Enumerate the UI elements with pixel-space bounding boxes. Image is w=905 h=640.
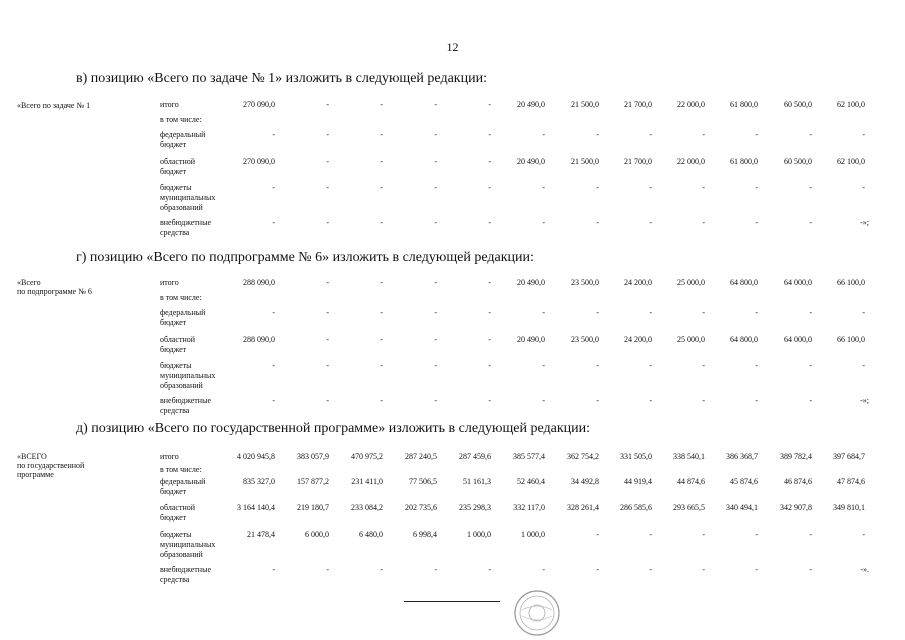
table-cell: -	[542, 218, 545, 227]
table-cell: 293 665,5	[673, 503, 705, 512]
table-cell: -	[434, 278, 437, 287]
table-cell: -	[755, 183, 758, 192]
position-label: «Всего по задаче № 1	[17, 101, 91, 110]
table-cell: -	[380, 183, 383, 192]
table-cell: 22 000,0	[677, 157, 705, 166]
table-cell: -»;	[860, 396, 869, 405]
table-cell: -	[809, 130, 812, 139]
table-cell: -	[434, 100, 437, 109]
table-cell: -	[488, 157, 491, 166]
table-cell: 362 754,2	[567, 452, 599, 461]
funding-source-label: итого	[160, 278, 179, 287]
table-cell: -	[809, 565, 812, 574]
table-cell: -	[809, 183, 812, 192]
table-cell: 338 540,1	[673, 452, 705, 461]
table-cell: -	[326, 183, 329, 192]
table-cell: 383 057,9	[297, 452, 329, 461]
table-cell: -	[272, 308, 275, 317]
table-cell: -	[326, 130, 329, 139]
table-cell: 470 975,2	[351, 452, 383, 461]
table-cell: 6 998,4	[413, 530, 437, 539]
table-cell: -	[434, 183, 437, 192]
table-cell: 34 492,8	[571, 477, 599, 486]
table-cell: -	[702, 308, 705, 317]
table-cell: 22 000,0	[677, 100, 705, 109]
table-cell: -	[488, 278, 491, 287]
table-cell: 20 490,0	[517, 335, 545, 344]
table-cell: -	[488, 565, 491, 574]
table-cell: -	[649, 130, 652, 139]
table-cell: 44 874,6	[677, 477, 705, 486]
table-cell: -	[542, 396, 545, 405]
official-stamp-icon	[512, 588, 562, 638]
signature-line	[404, 601, 500, 602]
table-cell: 235 298,3	[459, 503, 491, 512]
table-cell: -	[702, 396, 705, 405]
table-cell: -	[809, 396, 812, 405]
table-cell: 20 490,0	[517, 100, 545, 109]
table-cell: 231 411,0	[351, 477, 383, 486]
position-label: «Всего по подпрограмме № 6	[17, 278, 92, 296]
table-cell: 45 874,6	[730, 477, 758, 486]
section-heading: д) позицию «Всего по государственной программе» изложить в следующей редакции:	[76, 421, 590, 436]
table-cell: -	[862, 530, 865, 539]
table-cell: -	[434, 308, 437, 317]
table-cell: 77 506,5	[409, 477, 437, 486]
section-heading: в) позицию «Всего по задаче № 1» изложить в следующей редакции:	[76, 71, 487, 86]
table-cell: 219 180,7	[297, 503, 329, 512]
table-cell: -	[272, 218, 275, 227]
funding-source-label: областной бюджет	[160, 157, 196, 176]
table-cell: -	[596, 396, 599, 405]
funding-source-label: бюджеты муниципальных образований	[160, 361, 216, 390]
table-cell: -	[702, 565, 705, 574]
table-cell: -	[809, 530, 812, 539]
table-cell: -	[326, 100, 329, 109]
funding-source-label: итого	[160, 100, 179, 109]
table-cell: -	[380, 308, 383, 317]
table-cell: 332 117,0	[513, 503, 545, 512]
table-cell: 24 200,0	[624, 335, 652, 344]
table-cell: -	[380, 130, 383, 139]
table-cell: -	[702, 183, 705, 192]
table-cell: -	[326, 157, 329, 166]
table-cell: -	[434, 396, 437, 405]
table-cell: 270 090,0	[243, 100, 275, 109]
table-cell: -	[862, 130, 865, 139]
table-cell: 4 020 945,8	[237, 452, 275, 461]
table-cell: 25 000,0	[677, 278, 705, 287]
table-cell: 20 490,0	[517, 278, 545, 287]
table-cell: -	[434, 157, 437, 166]
table-cell: -	[326, 396, 329, 405]
table-cell: -	[434, 218, 437, 227]
table-cell: 25 000,0	[677, 335, 705, 344]
table-cell: -	[326, 218, 329, 227]
table-cell: 1 000,0	[521, 530, 545, 539]
table-cell: -	[380, 396, 383, 405]
funding-source-label: в том числе:	[160, 293, 202, 302]
table-cell: -	[488, 130, 491, 139]
table-cell: -	[809, 218, 812, 227]
table-cell: 64 800,0	[730, 335, 758, 344]
table-cell: 23 500,0	[571, 335, 599, 344]
table-cell: -	[488, 183, 491, 192]
table-cell: -	[488, 218, 491, 227]
table-cell: 286 585,6	[620, 503, 652, 512]
table-cell: 288 090,0	[243, 278, 275, 287]
table-cell: 21 700,0	[624, 100, 652, 109]
table-cell: -	[326, 361, 329, 370]
table-cell: 20 490,0	[517, 157, 545, 166]
table-cell: 44 919,4	[624, 477, 652, 486]
table-cell: -	[809, 361, 812, 370]
table-cell: 62 100,0	[837, 157, 865, 166]
table-cell: 287 240,5	[405, 452, 437, 461]
funding-source-label: федеральный бюджет	[160, 130, 206, 149]
table-cell: -»;	[860, 218, 869, 227]
table-cell: -	[542, 361, 545, 370]
table-cell: 61 800,0	[730, 157, 758, 166]
table-cell: -	[862, 183, 865, 192]
table-cell: -	[488, 361, 491, 370]
table-cell: -	[272, 130, 275, 139]
table-cell: -	[649, 530, 652, 539]
table-cell: 64 800,0	[730, 278, 758, 287]
funding-source-label: итого	[160, 452, 179, 461]
table-cell: 21 500,0	[571, 157, 599, 166]
table-cell: 233 084,2	[351, 503, 383, 512]
table-cell: 60 500,0	[784, 100, 812, 109]
funding-source-label: бюджеты муниципальных образований	[160, 183, 216, 212]
funding-source-label: в том числе:	[160, 465, 202, 474]
table-cell: 62 100,0	[837, 100, 865, 109]
table-cell: 328 261,4	[567, 503, 599, 512]
funding-source-label: внебюджетные средства	[160, 396, 211, 415]
table-cell: 835 327,0	[243, 477, 275, 486]
table-cell: -	[702, 218, 705, 227]
table-cell: -	[434, 565, 437, 574]
table-cell: -	[702, 130, 705, 139]
table-cell: -	[380, 218, 383, 227]
funding-source-label: областной бюджет	[160, 335, 196, 354]
table-cell: -	[542, 565, 545, 574]
funding-source-label: федеральный бюджет	[160, 308, 206, 327]
table-cell: 385 577,4	[513, 452, 545, 461]
table-cell: -	[380, 565, 383, 574]
funding-source-label: областной бюджет	[160, 503, 196, 522]
table-cell: 6 000,0	[305, 530, 329, 539]
table-cell: -	[272, 565, 275, 574]
table-cell: 46 874,6	[784, 477, 812, 486]
table-cell: 270 090,0	[243, 157, 275, 166]
table-cell: -	[326, 308, 329, 317]
table-cell: -	[272, 396, 275, 405]
table-cell: -	[649, 396, 652, 405]
table-cell: 397 684,7	[833, 452, 865, 461]
table-cell: 66 100,0	[837, 335, 865, 344]
table-cell: 23 500,0	[571, 278, 599, 287]
table-cell: -	[272, 361, 275, 370]
table-cell: -	[434, 361, 437, 370]
table-cell: 66 100,0	[837, 278, 865, 287]
table-cell: -	[596, 361, 599, 370]
table-cell: 340 494,1	[726, 503, 758, 512]
table-cell: -	[649, 183, 652, 192]
table-cell: -	[434, 335, 437, 344]
section-heading: г) позицию «Всего по подпрограмме № 6» изложить в следующей редакции:	[76, 250, 534, 265]
table-cell: 47 874,6	[837, 477, 865, 486]
funding-source-label: внебюджетные средства	[160, 565, 211, 584]
table-cell: 349 810,1	[833, 503, 865, 512]
table-cell: -	[434, 130, 437, 139]
table-cell: 386 368,7	[726, 452, 758, 461]
table-cell: -	[326, 335, 329, 344]
table-cell: 21 478,4	[247, 530, 275, 539]
table-cell: -	[596, 565, 599, 574]
table-cell: -	[326, 278, 329, 287]
table-cell: -».	[860, 565, 869, 574]
page-number: 12	[446, 40, 459, 54]
table-cell: -	[755, 308, 758, 317]
table-cell: -	[596, 183, 599, 192]
table-cell: 389 782,4	[780, 452, 812, 461]
table-cell: -	[596, 130, 599, 139]
table-cell: 21 500,0	[571, 100, 599, 109]
table-cell: -	[755, 361, 758, 370]
funding-source-label: внебюджетные средства	[160, 218, 211, 237]
table-cell: 64 000,0	[784, 335, 812, 344]
table-cell: -	[755, 530, 758, 539]
table-cell: 331 505,0	[620, 452, 652, 461]
table-cell: -	[596, 530, 599, 539]
table-cell: -	[380, 278, 383, 287]
funding-source-label: в том числе:	[160, 115, 202, 124]
table-cell: 1 000,0	[467, 530, 491, 539]
table-cell: 157 877,2	[297, 477, 329, 486]
table-cell: 3 164 140,4	[237, 503, 275, 512]
table-cell: -	[862, 361, 865, 370]
table-cell: 342 907,8	[780, 503, 812, 512]
table-cell: -	[380, 361, 383, 370]
table-cell: 21 700,0	[624, 157, 652, 166]
table-cell: 24 200,0	[624, 278, 652, 287]
table-cell: -	[488, 100, 491, 109]
table-cell: -	[272, 183, 275, 192]
table-cell: -	[862, 308, 865, 317]
table-cell: -	[542, 308, 545, 317]
table-cell: -	[649, 361, 652, 370]
table-cell: -	[488, 396, 491, 405]
table-cell: -	[702, 530, 705, 539]
table-cell: -	[649, 218, 652, 227]
table-cell: 51 161,3	[463, 477, 491, 486]
table-cell: -	[755, 218, 758, 227]
table-cell: -	[488, 308, 491, 317]
table-cell: -	[809, 308, 812, 317]
table-cell: -	[755, 130, 758, 139]
table-cell: -	[596, 218, 599, 227]
table-cell: 60 500,0	[784, 157, 812, 166]
table-cell: -	[702, 361, 705, 370]
table-cell: -	[755, 396, 758, 405]
table-cell: -	[542, 183, 545, 192]
table-cell: -	[380, 157, 383, 166]
table-cell: 6 480,0	[359, 530, 383, 539]
funding-source-label: бюджеты муниципальных образований	[160, 530, 216, 559]
table-cell: -	[649, 565, 652, 574]
table-cell: 64 000,0	[784, 278, 812, 287]
table-cell: -	[542, 130, 545, 139]
table-cell: 61 800,0	[730, 100, 758, 109]
table-cell: 287 459,6	[459, 452, 491, 461]
table-cell: -	[596, 308, 599, 317]
table-cell: 288 090,0	[243, 335, 275, 344]
table-cell: 202 735,6	[405, 503, 437, 512]
table-cell: -	[380, 100, 383, 109]
position-label: «ВСЕГО по государственной программе	[17, 452, 85, 479]
table-cell: -	[326, 565, 329, 574]
table-cell: -	[380, 335, 383, 344]
funding-source-label: федеральный бюджет	[160, 477, 206, 496]
table-cell: -	[649, 308, 652, 317]
table-cell: -	[755, 565, 758, 574]
table-cell: 52 460,4	[517, 477, 545, 486]
table-cell: -	[488, 335, 491, 344]
